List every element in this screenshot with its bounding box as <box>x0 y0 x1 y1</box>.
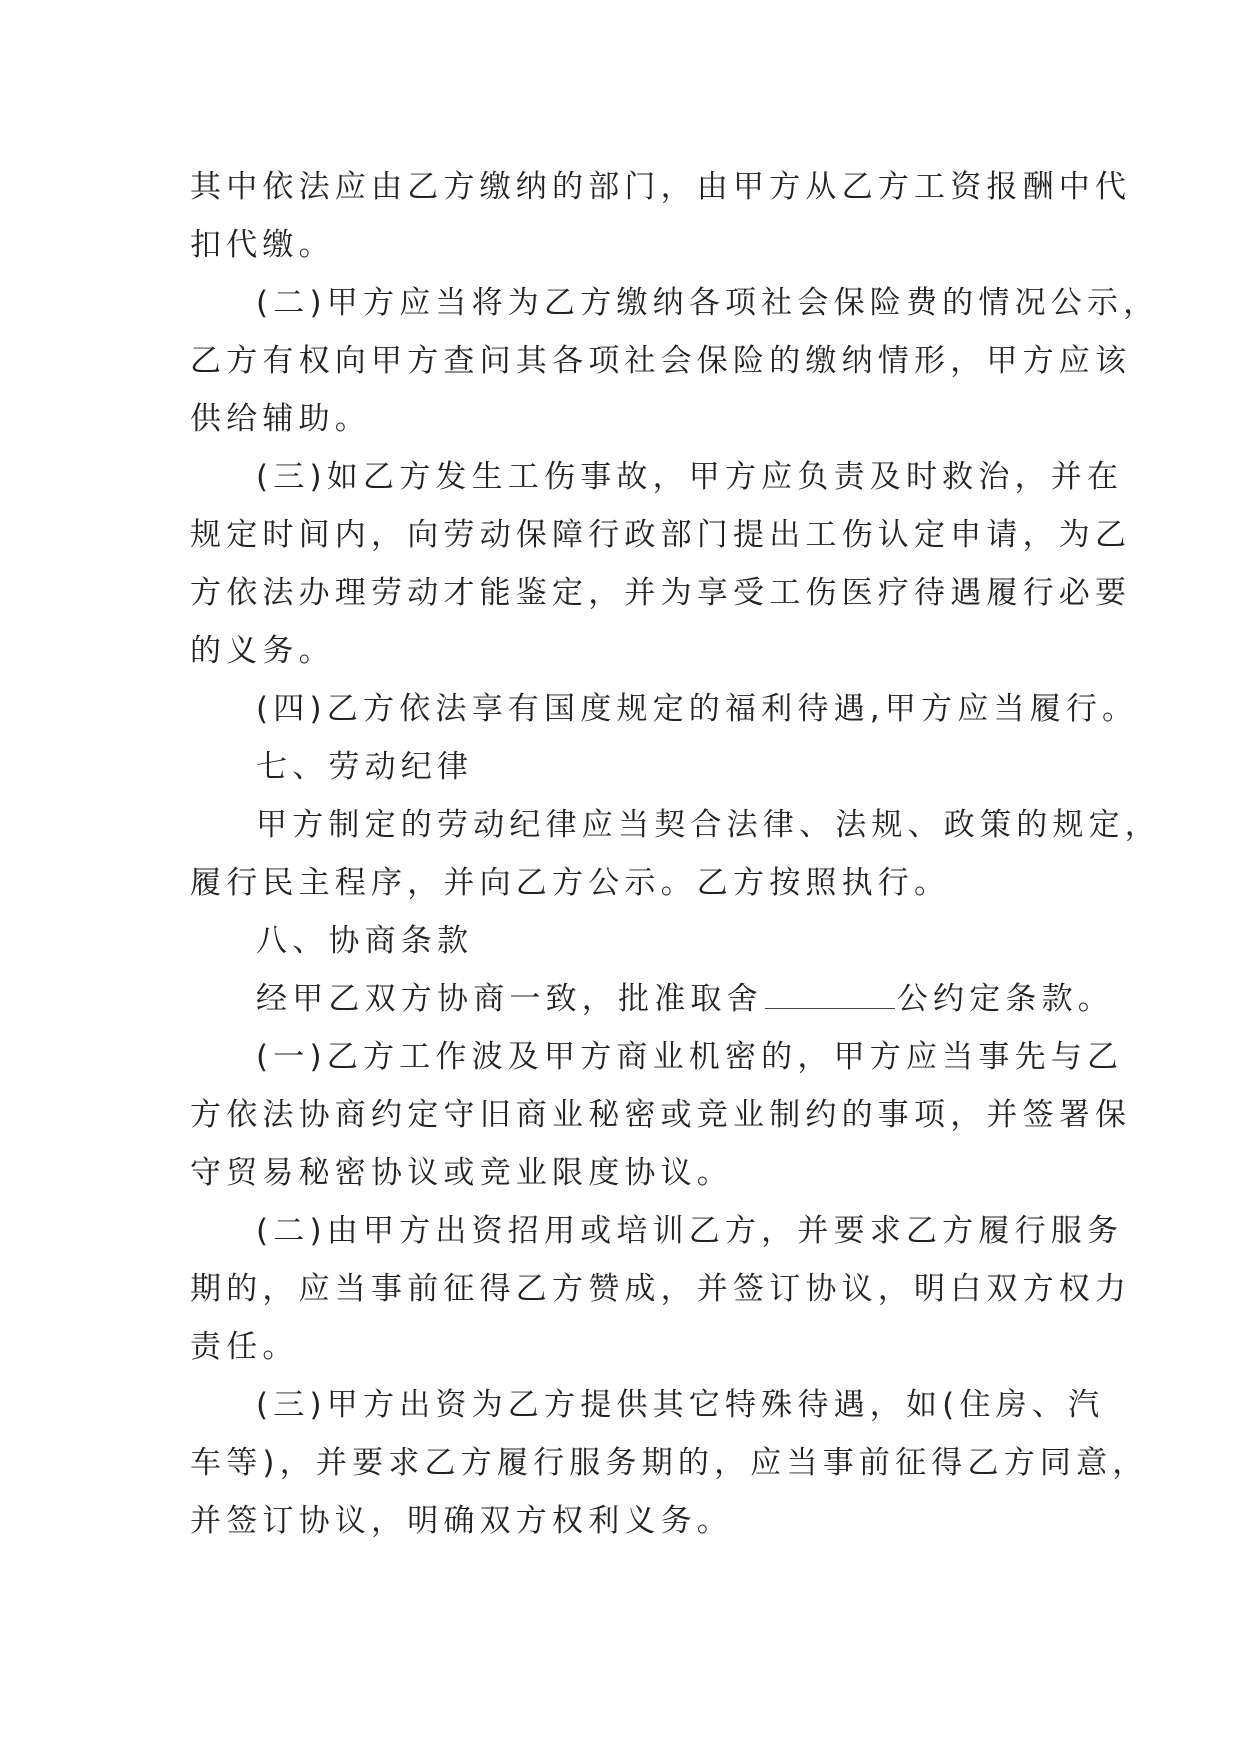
text-line: 方依法办理劳动才能鉴定，并为享受工伤医疗待遇履行必要 <box>190 575 1132 611</box>
text-line: 供给辅助。 <box>190 401 371 437</box>
text-line <box>190 970 1115 1028</box>
document-body <box>190 158 1161 1550</box>
paragraph-item-1-trade-secrets <box>190 1028 1132 1202</box>
paragraph-labor-discipline <box>190 796 1161 912</box>
fill-in-blank <box>765 982 895 1009</box>
paragraph-item-4-welfare <box>190 680 1139 738</box>
paragraph-item-3-work-injury <box>190 448 1132 680</box>
text-line: (三)甲方出资为乙方提供其它特殊待遇，如(住房、汽 <box>256 1387 1105 1423</box>
text-line: 乙方有权向甲方查问其各项社会保险的缴纳情形，甲方应该 <box>190 343 1132 379</box>
text-line: (二)甲方应当将为乙方缴纳各项社会保险费的情况公示， <box>256 285 1160 321</box>
section-heading-7 <box>190 738 1090 796</box>
negotiation-text-before: 经甲乙双方协商一致，批准取舍 <box>256 981 763 1017</box>
section-heading-8 <box>190 912 1090 970</box>
text-line: (三)如乙方发生工伤事故，甲方应负责及时救治，并在 <box>256 459 1124 495</box>
paragraph-item-2-social-insurance <box>190 274 1160 448</box>
text-line: 期的，应当事前征得乙方赞成，并签订协议，明白双方权力 <box>190 1271 1132 1307</box>
paragraph-continuation <box>190 158 1132 274</box>
text-line: 责任。 <box>190 1329 299 1365</box>
text-line: (一)乙方工作波及甲方商业机密的，甲方应当事先与乙 <box>256 1039 1124 1075</box>
heading-text: 七、劳动纪律 <box>256 749 474 785</box>
paragraph-negotiation <box>190 970 1115 1028</box>
heading-text: 八、协商条款 <box>256 923 474 959</box>
text-line: 的义务。 <box>190 633 335 669</box>
text-line: (二)由甲方出资招用或培训乙方，并要求乙方履行服务 <box>256 1213 1124 1249</box>
text-line: 履行民主程序，并向乙方公示。乙方按照执行。 <box>190 865 951 901</box>
text-line: 规定时间内，向劳动保障行政部门提出工伤认定申请，为乙 <box>190 517 1132 553</box>
text-line: 车等)，并要求乙方履行服务期的，应当事前征得乙方同意， <box>190 1445 1149 1481</box>
paragraph-item-3-special-benefits <box>190 1376 1149 1550</box>
text-line: 其中依法应由乙方缴纳的部门，由甲方从乙方工资报酬中代 <box>190 169 1132 205</box>
paragraph-item-2-training <box>190 1202 1132 1376</box>
text-line: 甲方制定的劳动纪律应当契合法律、法规、政策的规定， <box>256 807 1161 843</box>
text-line: 守贸易秘密协议或竞业限度协议。 <box>190 1155 733 1191</box>
text-line: 并签订协议，明确双方权利义务。 <box>190 1503 733 1539</box>
negotiation-text-after: 公约定条款。 <box>896 981 1115 1017</box>
text-line: (四)乙方依法享有国度规定的福利待遇,甲方应当履行。 <box>256 691 1139 727</box>
text-line: 扣代缴。 <box>190 227 335 263</box>
text-line: 方依法协商约定守旧商业秘密或竞业制约的事项，并签署保 <box>190 1097 1132 1133</box>
